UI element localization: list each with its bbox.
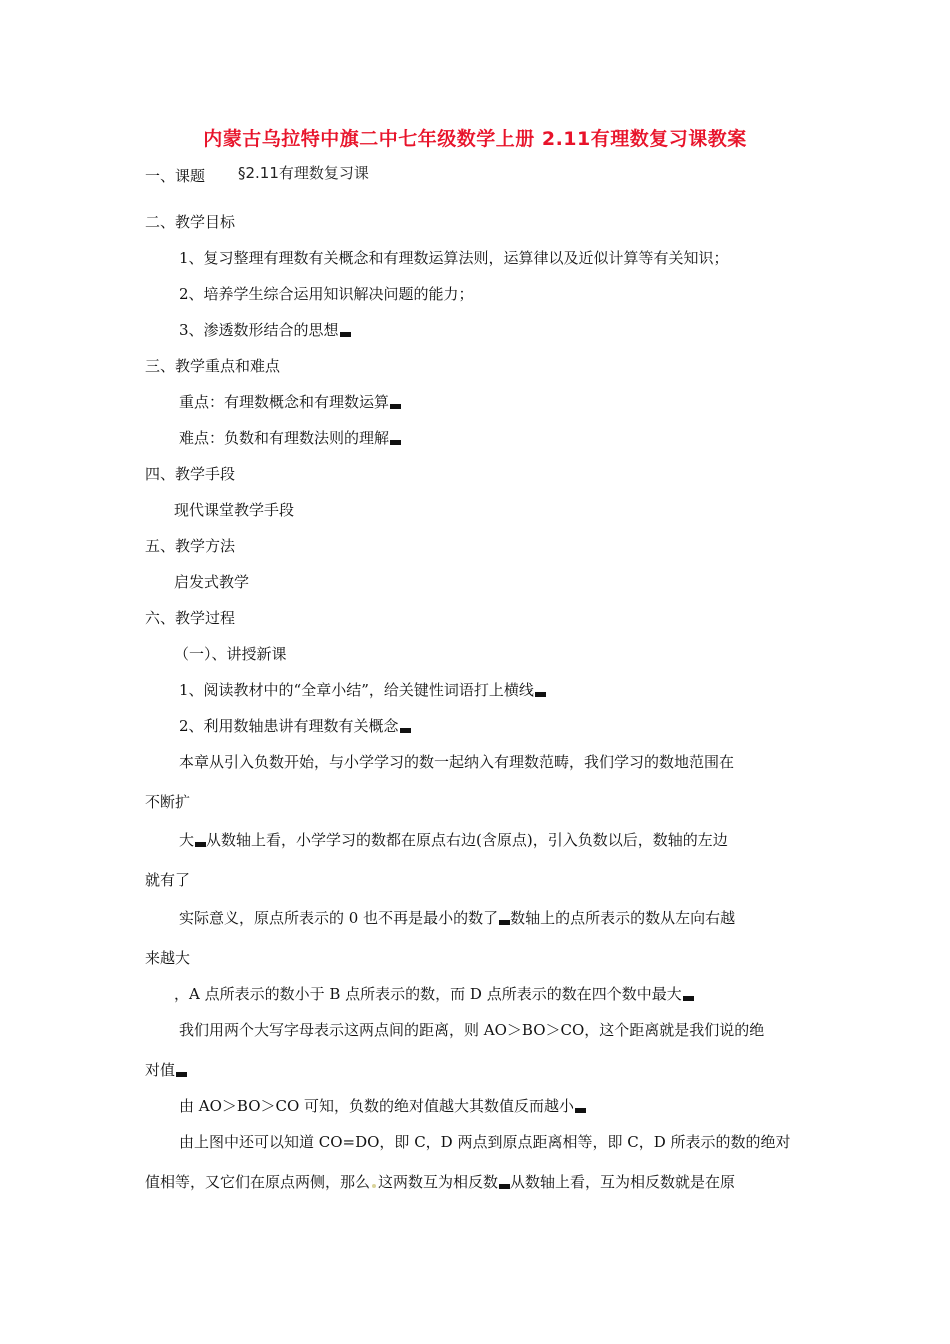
document-title: 内蒙古乌拉特中旗二中七年级数学上册 2.11有理数复习课教案	[203, 128, 747, 150]
section-heading-method: 五、教学方法	[145, 537, 236, 555]
paragraph-7-line-2: 值相等，又它们在原点两侧，那么 这两数互为相反数 从数轴上看，互为相反数就是在原	[145, 1173, 736, 1191]
paragraph-2-line-1: 大 从数轴上看，小学学习的数都在原点右边(含原点)，引入负数以后，数轴的左边	[179, 831, 728, 849]
section-heading-topic: 一、课题	[145, 167, 206, 185]
paragraph-2-line-2: 就有了	[145, 871, 191, 889]
paragraph-7-line-1: 由上图中还可以知道 CO=DO，即 C，D 两点到原点距离相等，即 C，D 所表示的数的绝对	[179, 1133, 791, 1151]
goal-item-1: 1、复习整理有理数有关概念和有理数运算法则，运算律以及近似计算等有关知识；	[179, 249, 729, 267]
mark-glyph	[400, 728, 411, 733]
means-content: 现代课堂教学手段	[174, 501, 295, 519]
goal-item-2: 2、培养学生综合运用知识解决问题的能力；	[179, 285, 474, 303]
section-heading-focus: 三、教学重点和难点	[145, 357, 281, 375]
paragraph-3-line-1: 实际意义，原点所表示的 0 也不再是最小的数了 数轴上的点所表示的数从左向右越	[179, 909, 736, 927]
subsection-heading: （一）、讲授新课	[174, 645, 287, 663]
section-heading-means: 四、教学手段	[145, 465, 236, 483]
paragraph-1-line-2: 不断扩	[145, 793, 191, 811]
paragraph-4: ，A 点所表示的数小于 B 点所表示的数，而 D 点所表示的数在四个数中最大	[174, 985, 694, 1003]
speck-dot	[372, 1184, 376, 1188]
mark-glyph	[390, 440, 401, 445]
mark-glyph	[176, 1072, 187, 1077]
paragraph-5-line-2: 对值	[145, 1061, 187, 1079]
paragraph-5-line-1: 我们用两个大写字母表示这两点间的距离，则 AO＞BO＞CO，这个距离就是我们说的绝	[179, 1021, 765, 1039]
mark-glyph	[340, 332, 351, 337]
mark-glyph	[390, 404, 401, 409]
difficult-point: 难点：负数和有理数法则的理解	[179, 429, 401, 447]
mark-glyph	[195, 842, 206, 847]
mark-glyph	[499, 920, 510, 925]
paragraph-1-line-1: 本章从引入负数开始，与小学学习的数一起纳入有理数范畴，我们学习的数地范围在	[179, 753, 735, 771]
paragraph-6: 由 AO＞BO＞CO 可知，负数的绝对值越大其数值反而越小	[179, 1097, 586, 1115]
section-heading-goals: 二、教学目标	[145, 213, 236, 231]
method-content: 启发式教学	[174, 573, 250, 591]
lesson-subject: §2.11有理数复习课	[238, 164, 369, 182]
goal-item-3: 3、渗透数形结合的思想	[179, 321, 351, 339]
mark-glyph	[683, 996, 694, 1001]
mark-glyph	[535, 692, 546, 697]
mark-glyph	[575, 1108, 586, 1113]
section-heading-process: 六、教学过程	[145, 609, 236, 627]
key-point: 重点：有理数概念和有理数运算	[179, 393, 401, 411]
process-item-2: 2、利用数轴患讲有理数有关概念	[179, 717, 411, 735]
process-item-1: 1、阅读教材中的“全章小结”，给关键性词语打上横线	[179, 681, 546, 699]
paragraph-3-line-2: 来越大	[145, 949, 191, 967]
mark-glyph	[499, 1184, 510, 1189]
